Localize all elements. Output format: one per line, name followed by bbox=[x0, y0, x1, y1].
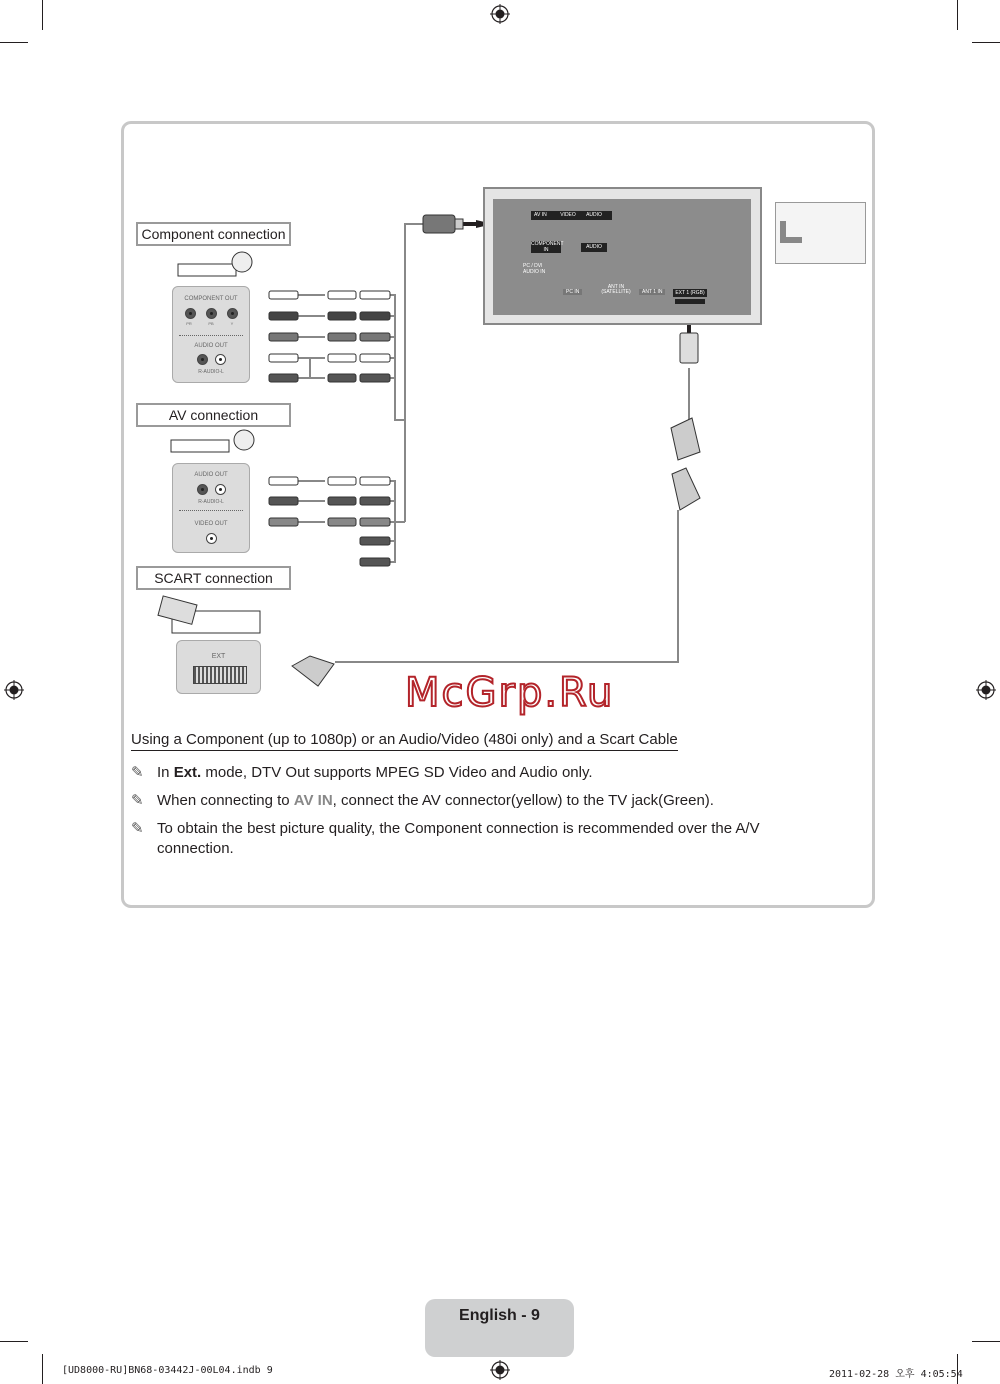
note-item bbox=[131, 791, 831, 811]
r-audio-l-label: R-AUDIO-L bbox=[198, 369, 224, 375]
av-connection-label: AV connection bbox=[136, 403, 291, 427]
tv-location-thumbnail bbox=[775, 202, 866, 264]
audio-out-label: AUDIO OUT bbox=[194, 343, 228, 349]
date-slug: 2011-02-28 오후 4:05:54 bbox=[829, 1369, 963, 1380]
audio-out-label: AUDIO OUT bbox=[194, 472, 228, 478]
note-text-post: , connect the AV connector(yellow) to the TV jack(Green). bbox=[332, 792, 714, 809]
audio-l-jack-icon bbox=[215, 484, 226, 495]
y-jack-icon bbox=[227, 308, 238, 319]
pencil-note-icon: ✎ bbox=[131, 820, 144, 837]
note-text-strong: AV IN bbox=[293, 792, 333, 809]
note-text-pre: When connecting to bbox=[157, 792, 294, 809]
pb-label: PB bbox=[208, 321, 214, 326]
y-label: Y bbox=[230, 321, 234, 326]
panel-highlight-icon bbox=[780, 221, 802, 243]
component-in-label: COMPONENT IN bbox=[531, 241, 564, 253]
pencil-note-icon: ✎ bbox=[131, 764, 144, 781]
note-item bbox=[131, 819, 831, 857]
note-item bbox=[131, 763, 831, 783]
audio-r-jack-icon bbox=[197, 484, 208, 495]
note-text-pre: In bbox=[157, 764, 174, 781]
note-text-post: To obtain the best picture quality, the Component connection is recommended over the A/V connection. bbox=[157, 820, 760, 857]
note-text-strong: Ext. bbox=[173, 764, 202, 781]
note-text-post: mode, DTV Out supports MPEG SD Video and Audio only. bbox=[201, 764, 593, 781]
scart-port-icon bbox=[675, 299, 705, 304]
ext-rgb-label: EXT 1 (RGB) bbox=[673, 289, 707, 297]
tv-back-panel bbox=[483, 187, 762, 325]
audio-label: AUDIO bbox=[581, 243, 607, 252]
audio-l-jack-icon bbox=[215, 354, 226, 365]
ant-1-in-label: ANT 1 IN bbox=[639, 289, 665, 295]
video-label: VIDEO bbox=[560, 212, 576, 218]
audio-r-jack-icon bbox=[197, 354, 208, 365]
divider bbox=[179, 510, 243, 511]
pr-jack-icon bbox=[185, 308, 196, 319]
video-out-label: VIDEO OUT bbox=[194, 521, 228, 527]
component-connection-label: Component connection bbox=[136, 222, 291, 246]
r-audio-l-label: R-AUDIO-L bbox=[198, 499, 224, 505]
page-number-tab bbox=[425, 1299, 574, 1357]
video-jack-icon bbox=[206, 533, 217, 544]
scart-device-panel bbox=[176, 640, 261, 694]
ext-label: EXT bbox=[211, 653, 226, 660]
av-device-panel bbox=[172, 463, 250, 553]
pr-label: PR bbox=[186, 321, 192, 326]
component-out-label: COMPONENT OUT bbox=[184, 296, 238, 302]
page-label: English - 9 bbox=[459, 1307, 540, 1324]
pc-dvi-label: PC / DVI AUDIO IN bbox=[523, 263, 546, 275]
scart-socket-icon bbox=[193, 666, 247, 684]
watermark: McGrp.Ru bbox=[405, 670, 615, 716]
pencil-note-icon: ✎ bbox=[131, 792, 144, 809]
scart-connection-label: SCART connection bbox=[136, 566, 291, 590]
ant-in-satellite-label: ANT IN (SATELLITE) bbox=[601, 284, 631, 295]
pb-jack-icon bbox=[206, 308, 217, 319]
av-in-label: AV IN bbox=[531, 211, 612, 220]
tv-connector-area bbox=[493, 199, 751, 315]
pc-in-label: PC IN bbox=[563, 289, 582, 295]
section-heading: Using a Component (up to 1080p) or an Audio/Video (480i only) and a Scart Cable bbox=[131, 731, 678, 751]
divider bbox=[179, 335, 243, 336]
component-device-panel bbox=[172, 286, 250, 383]
audio-label: AUDIO bbox=[581, 211, 607, 220]
file-slug: [UD8000-RU]BN68-03442J-00L04.indb 9 bbox=[62, 1365, 273, 1376]
